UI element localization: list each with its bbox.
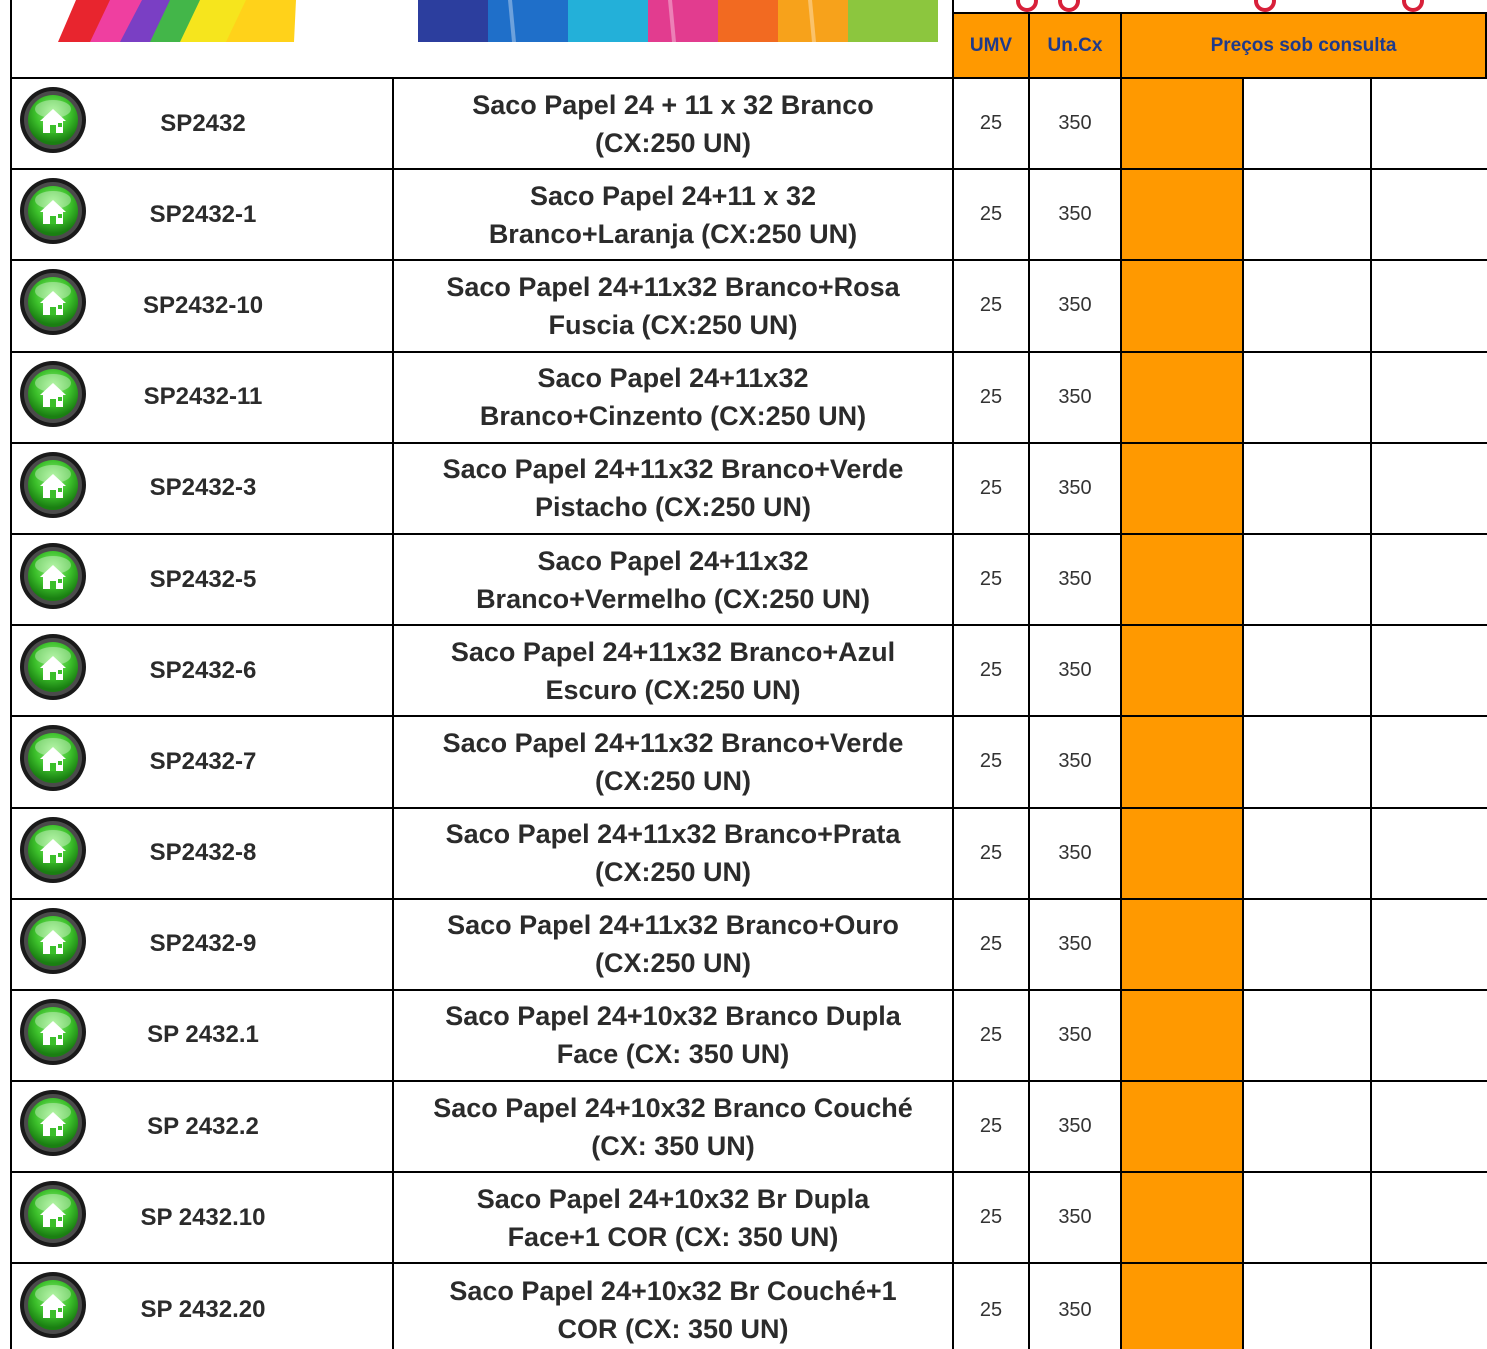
column-headers bbox=[952, 14, 1487, 77]
price-cell-highlight bbox=[1120, 1082, 1242, 1171]
uncx-cell: 350 bbox=[1028, 444, 1120, 533]
code-cell bbox=[10, 1173, 392, 1262]
price-cell-highlight bbox=[1120, 353, 1242, 442]
product-code: SP2432 bbox=[160, 109, 246, 137]
product-code: SP2432-11 bbox=[143, 383, 263, 411]
description-line-1: Saco Papel 24 + 11 x 32 Branco bbox=[472, 89, 874, 120]
product-code: SP2432-3 bbox=[149, 474, 257, 502]
description-cell bbox=[392, 626, 952, 715]
umv-cell: 25 bbox=[952, 1264, 1028, 1349]
price-cell bbox=[1242, 900, 1370, 989]
description-line-1: Saco Papel 24+11x32 Branco+Verde bbox=[442, 454, 904, 485]
price-cell bbox=[1242, 1082, 1370, 1171]
price-cell bbox=[1370, 626, 1487, 715]
description-cell bbox=[392, 900, 952, 989]
uncx-cell: 350 bbox=[1028, 809, 1120, 898]
code-cell bbox=[10, 626, 392, 715]
price-cell bbox=[1370, 717, 1487, 806]
price-cell bbox=[1242, 991, 1370, 1080]
price-cell-highlight bbox=[1120, 809, 1242, 898]
product-code: SP2432-8 bbox=[149, 839, 257, 867]
code-cell bbox=[10, 444, 392, 533]
price-cell-highlight bbox=[1120, 444, 1242, 533]
paper-bags-image-small bbox=[50, 0, 300, 42]
umv-cell: 25 bbox=[952, 444, 1028, 533]
table-row bbox=[10, 170, 1487, 261]
description-cell bbox=[392, 1173, 952, 1262]
decoration-mark bbox=[1254, 0, 1276, 12]
price-cell-highlight bbox=[1120, 535, 1242, 624]
table-row bbox=[10, 1173, 1487, 1264]
description-line-2: COR (CX: 350 UN) bbox=[557, 1314, 789, 1345]
product-table bbox=[10, 77, 1487, 1349]
price-cell-highlight bbox=[1120, 79, 1242, 168]
code-cell bbox=[10, 991, 392, 1080]
code-cell bbox=[10, 170, 392, 259]
price-cell bbox=[1370, 535, 1487, 624]
table-row bbox=[10, 1264, 1487, 1349]
code-cell bbox=[10, 717, 392, 806]
header-prices: Preços sob consulta bbox=[1120, 14, 1487, 77]
description-line-2: (CX:250 UN) bbox=[594, 857, 751, 888]
description-line-1: Saco Papel 24+10x32 Branco Couché bbox=[433, 1092, 913, 1123]
decoration-mark bbox=[1402, 0, 1424, 12]
umv-cell: 25 bbox=[952, 900, 1028, 989]
umv-cell: 25 bbox=[952, 1082, 1028, 1171]
price-cell bbox=[1370, 1173, 1487, 1262]
price-cell bbox=[1370, 353, 1487, 442]
description-line-2: Pistacho (CX:250 UN) bbox=[534, 492, 812, 523]
price-cell bbox=[1242, 170, 1370, 259]
price-cell-highlight bbox=[1120, 717, 1242, 806]
product-code: SP2432-5 bbox=[149, 565, 257, 593]
umv-cell: 25 bbox=[952, 991, 1028, 1080]
price-cell bbox=[1242, 626, 1370, 715]
code-cell bbox=[10, 900, 392, 989]
table-row bbox=[10, 444, 1487, 535]
umv-cell: 25 bbox=[952, 809, 1028, 898]
description-line-2: Face+1 COR (CX: 350 UN) bbox=[507, 1221, 839, 1252]
description-cell bbox=[392, 170, 952, 259]
price-cell bbox=[1242, 1264, 1370, 1349]
product-code: SP2432-10 bbox=[142, 291, 264, 319]
description-line-1: Saco Papel 24+11x32 bbox=[537, 363, 809, 394]
table-row bbox=[10, 261, 1487, 352]
price-cell bbox=[1370, 261, 1487, 350]
description-line-2: (CX:250 UN) bbox=[594, 127, 752, 158]
price-cell bbox=[1370, 170, 1487, 259]
umv-cell: 25 bbox=[952, 261, 1028, 350]
header bbox=[0, 0, 1487, 77]
price-cell-highlight bbox=[1120, 261, 1242, 350]
header-decoration-strip bbox=[952, 0, 1487, 14]
description-line-1: Saco Papel 24+10x32 Br Couché+1 bbox=[449, 1276, 897, 1307]
uncx-cell: 350 bbox=[1028, 79, 1120, 168]
price-cell-highlight bbox=[1120, 1173, 1242, 1262]
price-cell bbox=[1242, 353, 1370, 442]
description-line-2: (CX:250 UN) bbox=[594, 765, 752, 796]
uncx-cell: 350 bbox=[1028, 717, 1120, 806]
price-cell bbox=[1370, 1264, 1487, 1349]
product-code: SP 2432.10 bbox=[140, 1203, 266, 1231]
price-cell bbox=[1242, 717, 1370, 806]
uncx-cell: 350 bbox=[1028, 1082, 1120, 1171]
description-cell bbox=[392, 261, 952, 350]
uncx-cell: 350 bbox=[1028, 535, 1120, 624]
description-line-2: Branco+Cinzento (CX:250 UN) bbox=[479, 401, 867, 432]
description-cell bbox=[392, 79, 952, 168]
uncx-cell: 350 bbox=[1028, 1264, 1120, 1349]
header-uncx: Un.Cx bbox=[1028, 14, 1120, 77]
description-line-1: Saco Papel 24+11x32 Branco+Prata bbox=[445, 819, 901, 850]
price-cell bbox=[1242, 79, 1370, 168]
header-image-area bbox=[10, 0, 952, 77]
decoration-mark bbox=[1058, 0, 1080, 12]
product-code: SP2432-9 bbox=[149, 930, 257, 958]
price-cell bbox=[1242, 444, 1370, 533]
table-row bbox=[10, 626, 1487, 717]
uncx-cell: 350 bbox=[1028, 900, 1120, 989]
table-row bbox=[10, 900, 1487, 991]
price-cell-highlight bbox=[1120, 900, 1242, 989]
umv-cell: 25 bbox=[952, 353, 1028, 442]
description-line-1: Saco Papel 24+11x32 bbox=[537, 545, 809, 576]
table-row bbox=[10, 991, 1487, 1082]
umv-cell: 25 bbox=[952, 170, 1028, 259]
uncx-cell: 350 bbox=[1028, 353, 1120, 442]
code-cell bbox=[10, 535, 392, 624]
product-code: SP 2432.1 bbox=[147, 1021, 259, 1049]
description-line-2: Escuro (CX:250 UN) bbox=[545, 674, 801, 705]
table-row bbox=[10, 717, 1487, 808]
umv-cell: 25 bbox=[952, 1173, 1028, 1262]
description-line-1: Saco Papel 24+11 x 32 bbox=[530, 180, 816, 211]
table-row bbox=[10, 809, 1487, 900]
price-cell-highlight bbox=[1120, 626, 1242, 715]
description-line-2: Branco+Laranja (CX:250 UN) bbox=[488, 218, 858, 249]
uncx-cell: 350 bbox=[1028, 626, 1120, 715]
uncx-cell: 350 bbox=[1028, 991, 1120, 1080]
price-cell bbox=[1370, 900, 1487, 989]
price-cell-highlight bbox=[1120, 170, 1242, 259]
price-cell bbox=[1370, 991, 1487, 1080]
description-line-1: Saco Papel 24+11x32 Branco+Verde bbox=[442, 727, 904, 758]
description-cell bbox=[392, 1264, 952, 1349]
code-cell bbox=[10, 261, 392, 350]
code-cell bbox=[10, 1082, 392, 1171]
description-line-2: (CX:250 UN) bbox=[594, 948, 752, 979]
code-cell bbox=[10, 79, 392, 168]
umv-cell: 25 bbox=[952, 626, 1028, 715]
price-cell bbox=[1242, 261, 1370, 350]
price-cell bbox=[1370, 444, 1487, 533]
uncx-cell: 350 bbox=[1028, 1173, 1120, 1262]
description-cell bbox=[392, 535, 952, 624]
description-line-2: Face (CX: 350 UN) bbox=[556, 1039, 790, 1070]
price-cell bbox=[1242, 809, 1370, 898]
description-cell bbox=[392, 353, 952, 442]
description-line-1: Saco Papel 24+11x32 Branco+Rosa bbox=[446, 271, 900, 302]
product-code: SP 2432.20 bbox=[140, 1296, 266, 1324]
table-row bbox=[10, 1082, 1487, 1173]
decoration-mark bbox=[1016, 0, 1038, 12]
paper-bags-image-large bbox=[408, 0, 944, 42]
description-line-2: Fuscia (CX:250 UN) bbox=[548, 309, 798, 340]
code-cell bbox=[10, 1264, 392, 1349]
description-line-1: Saco Papel 24+11x32 Branco+Ouro bbox=[447, 910, 899, 941]
description-cell bbox=[392, 717, 952, 806]
table-row bbox=[10, 79, 1487, 170]
code-cell bbox=[10, 353, 392, 442]
price-cell bbox=[1370, 1082, 1487, 1171]
umv-cell: 25 bbox=[952, 717, 1028, 806]
description-line-2: (CX: 350 UN) bbox=[591, 1130, 755, 1161]
product-code: SP 2432.2 bbox=[147, 1112, 259, 1140]
description-cell bbox=[392, 991, 952, 1080]
code-cell bbox=[10, 809, 392, 898]
description-line-2: Branco+Vermelho (CX:250 UN) bbox=[476, 583, 870, 614]
description-cell bbox=[392, 1082, 952, 1171]
description-line-1: Saco Papel 24+10x32 Br Dupla bbox=[476, 1183, 870, 1214]
umv-cell: 25 bbox=[952, 535, 1028, 624]
price-cell bbox=[1242, 1173, 1370, 1262]
price-cell bbox=[1370, 79, 1487, 168]
product-code: SP2432-1 bbox=[149, 200, 257, 228]
header-umv: UMV bbox=[952, 14, 1028, 77]
uncx-cell: 350 bbox=[1028, 261, 1120, 350]
description-line-1: Saco Papel 24+10x32 Branco Dupla bbox=[445, 1001, 901, 1032]
uncx-cell: 350 bbox=[1028, 170, 1120, 259]
product-code: SP2432-7 bbox=[149, 747, 257, 775]
umv-cell: 25 bbox=[952, 79, 1028, 168]
description-line-1: Saco Papel 24+11x32 Branco+Azul bbox=[450, 636, 896, 667]
description-cell bbox=[392, 444, 952, 533]
product-code: SP2432-6 bbox=[149, 656, 257, 684]
price-cell-highlight bbox=[1120, 1264, 1242, 1349]
price-cell bbox=[1370, 809, 1487, 898]
price-cell-highlight bbox=[1120, 991, 1242, 1080]
description-cell bbox=[392, 809, 952, 898]
table-row bbox=[10, 353, 1487, 444]
table-row bbox=[10, 535, 1487, 626]
price-cell bbox=[1242, 535, 1370, 624]
